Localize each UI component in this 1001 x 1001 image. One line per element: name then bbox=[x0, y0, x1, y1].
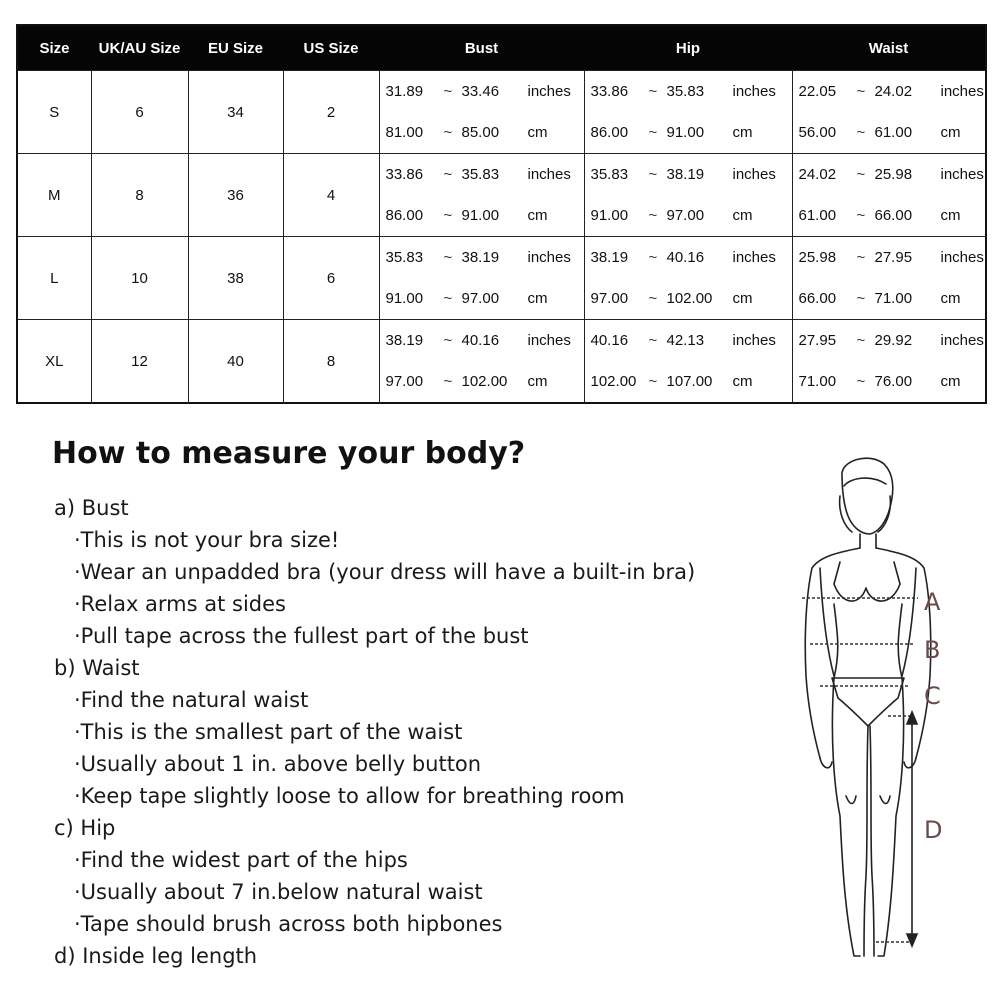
range-high: 102.00 bbox=[666, 290, 713, 307]
range-low: 81.00 bbox=[385, 124, 424, 141]
range-low: 61.00 bbox=[798, 207, 837, 224]
range-separator: ~ bbox=[856, 124, 866, 141]
cell-eu: 38 bbox=[188, 237, 283, 320]
range-unit: cm bbox=[940, 290, 961, 307]
hip-range-line bbox=[591, 320, 792, 361]
range-high: 61.00 bbox=[874, 124, 913, 141]
cell-us: 6 bbox=[283, 237, 379, 320]
measure-section-title: c) Hip bbox=[54, 816, 116, 840]
range-low: 97.00 bbox=[385, 373, 424, 390]
label-a: A bbox=[924, 588, 941, 616]
range-separator: ~ bbox=[856, 249, 866, 266]
cell-bust bbox=[379, 154, 584, 237]
hip-range-line bbox=[591, 237, 792, 278]
range-unit: cm bbox=[732, 290, 753, 307]
range-unit: inches bbox=[732, 332, 776, 349]
cell-eu: 34 bbox=[188, 71, 283, 154]
range-low: 31.89 bbox=[385, 83, 424, 100]
range-high: 40.16 bbox=[666, 249, 705, 266]
range-low: 24.02 bbox=[798, 166, 837, 183]
range-low: 91.00 bbox=[385, 290, 424, 307]
hip-range-line bbox=[591, 195, 792, 236]
range-high: 35.83 bbox=[666, 83, 705, 100]
range-unit: inches bbox=[940, 166, 984, 183]
range-unit: cm bbox=[527, 373, 548, 390]
range-unit: cm bbox=[940, 207, 961, 224]
cell-size: L bbox=[17, 237, 91, 320]
hip-range-line bbox=[591, 361, 792, 402]
range-unit: cm bbox=[527, 207, 548, 224]
cell-us: 2 bbox=[283, 71, 379, 154]
cell-uk: 12 bbox=[91, 320, 188, 404]
range-high: 91.00 bbox=[666, 124, 705, 141]
range-high: 107.00 bbox=[666, 373, 713, 390]
range-high: 97.00 bbox=[461, 290, 500, 307]
range-low: 33.86 bbox=[590, 83, 629, 100]
range-separator: ~ bbox=[443, 207, 453, 224]
range-separator: ~ bbox=[443, 332, 453, 349]
range-separator: ~ bbox=[648, 83, 658, 100]
measure-tip: ·Find the widest part of the hips bbox=[74, 848, 408, 872]
hip-range-line bbox=[591, 154, 792, 195]
hip-range-line bbox=[591, 112, 792, 153]
cell-hip bbox=[584, 237, 792, 320]
cell-eu: 40 bbox=[188, 320, 283, 404]
measure-instructions bbox=[54, 492, 754, 972]
range-unit: cm bbox=[527, 124, 548, 141]
hip-range-line bbox=[591, 71, 792, 112]
range-separator: ~ bbox=[443, 124, 453, 141]
range-high: 38.19 bbox=[666, 166, 705, 183]
range-separator: ~ bbox=[443, 166, 453, 183]
range-high: 91.00 bbox=[461, 207, 500, 224]
column-header: Hip bbox=[584, 25, 792, 71]
measure-tip: ·Keep tape slightly loose to allow for breathing room bbox=[74, 784, 625, 808]
bust-range-line bbox=[386, 195, 584, 236]
range-unit: inches bbox=[732, 166, 776, 183]
range-low: 33.86 bbox=[385, 166, 424, 183]
range-high: 33.46 bbox=[461, 83, 500, 100]
cell-waist bbox=[792, 71, 986, 154]
range-low: 38.19 bbox=[590, 249, 629, 266]
cell-eu: 36 bbox=[188, 154, 283, 237]
range-separator: ~ bbox=[443, 83, 453, 100]
range-low: 71.00 bbox=[798, 373, 837, 390]
range-unit: cm bbox=[940, 373, 961, 390]
measure-tip: ·Wear an unpadded bra (your dress will have a built-in bra) bbox=[74, 560, 696, 584]
cell-waist bbox=[792, 320, 986, 404]
bust-range-line bbox=[386, 278, 584, 319]
measure-tip: ·This is not your bra size! bbox=[74, 528, 340, 552]
label-b: B bbox=[924, 636, 941, 664]
range-high: 25.98 bbox=[874, 166, 913, 183]
range-separator: ~ bbox=[648, 332, 658, 349]
cell-bust bbox=[379, 237, 584, 320]
range-low: 35.83 bbox=[385, 249, 424, 266]
range-unit: inches bbox=[527, 332, 571, 349]
range-high: 27.95 bbox=[874, 249, 913, 266]
range-unit: inches bbox=[527, 249, 571, 266]
size-chart-table bbox=[16, 24, 987, 404]
range-unit: inches bbox=[940, 83, 984, 100]
left-leg bbox=[832, 678, 860, 956]
cell-uk: 10 bbox=[91, 237, 188, 320]
table-row bbox=[17, 154, 986, 237]
range-separator: ~ bbox=[443, 290, 453, 307]
range-separator: ~ bbox=[856, 373, 866, 390]
measure-tip: ·Tape should brush across both hipbones bbox=[74, 912, 503, 936]
measure-section-title: b) Waist bbox=[54, 656, 140, 680]
range-low: 97.00 bbox=[590, 290, 629, 307]
range-low: 38.19 bbox=[385, 332, 424, 349]
range-unit: cm bbox=[940, 124, 961, 141]
bust-range-line bbox=[386, 112, 584, 153]
range-high: 24.02 bbox=[874, 83, 913, 100]
range-unit: cm bbox=[732, 124, 753, 141]
table-row bbox=[17, 237, 986, 320]
range-high: 42.13 bbox=[666, 332, 705, 349]
range-separator: ~ bbox=[856, 332, 866, 349]
table-row bbox=[17, 320, 986, 404]
cell-hip bbox=[584, 154, 792, 237]
cell-bust bbox=[379, 320, 584, 404]
range-unit: inches bbox=[527, 166, 571, 183]
range-separator: ~ bbox=[648, 290, 658, 307]
cell-us: 4 bbox=[283, 154, 379, 237]
waist-range-line bbox=[799, 154, 986, 195]
cell-hip bbox=[584, 71, 792, 154]
cell-size: XL bbox=[17, 320, 91, 404]
body-measurement-illustration bbox=[780, 456, 980, 976]
measure-section-title: a) Bust bbox=[54, 496, 129, 520]
waist-range-line bbox=[799, 112, 986, 153]
range-high: 29.92 bbox=[874, 332, 913, 349]
bust-range-line bbox=[386, 361, 584, 402]
arrow-up-icon bbox=[907, 712, 917, 724]
bust-range-line bbox=[386, 237, 584, 278]
measure-section-title: d) Inside leg length bbox=[54, 944, 258, 968]
range-low: 56.00 bbox=[798, 124, 837, 141]
cell-hip bbox=[584, 320, 792, 404]
column-header: US Size bbox=[283, 25, 379, 71]
range-unit: cm bbox=[732, 207, 753, 224]
label-d: D bbox=[924, 816, 943, 844]
column-header: Waist bbox=[792, 25, 986, 71]
range-high: 102.00 bbox=[461, 373, 508, 390]
arrow-down-icon bbox=[907, 934, 917, 946]
cell-uk: 6 bbox=[91, 71, 188, 154]
range-low: 40.16 bbox=[590, 332, 629, 349]
measure-tip: ·Usually about 7 in.below natural waist bbox=[74, 880, 483, 904]
range-separator: ~ bbox=[443, 249, 453, 266]
briefs-outline bbox=[832, 678, 904, 726]
range-unit: inches bbox=[732, 249, 776, 266]
range-separator: ~ bbox=[648, 124, 658, 141]
howto-title: How to measure your body? bbox=[52, 436, 526, 471]
range-low: 22.05 bbox=[798, 83, 837, 100]
range-low: 86.00 bbox=[385, 207, 424, 224]
waist-range-line bbox=[799, 320, 986, 361]
range-separator: ~ bbox=[856, 83, 866, 100]
range-high: 85.00 bbox=[461, 124, 500, 141]
range-separator: ~ bbox=[648, 249, 658, 266]
table-header-row bbox=[17, 25, 986, 71]
measure-tip: ·Relax arms at sides bbox=[74, 592, 286, 616]
column-header: Size bbox=[17, 25, 91, 71]
cell-waist bbox=[792, 237, 986, 320]
range-low: 27.95 bbox=[798, 332, 837, 349]
bust-range-line bbox=[386, 154, 584, 195]
hip-range-line bbox=[591, 278, 792, 319]
range-separator: ~ bbox=[443, 373, 453, 390]
label-c: C bbox=[924, 682, 941, 710]
column-header: Bust bbox=[379, 25, 584, 71]
cell-uk: 8 bbox=[91, 154, 188, 237]
right-leg bbox=[878, 678, 904, 956]
range-low: 102.00 bbox=[590, 373, 637, 390]
range-unit: inches bbox=[527, 83, 571, 100]
range-high: 40.16 bbox=[461, 332, 500, 349]
range-separator: ~ bbox=[648, 373, 658, 390]
cell-size: M bbox=[17, 154, 91, 237]
range-unit: cm bbox=[732, 373, 753, 390]
range-high: 71.00 bbox=[874, 290, 913, 307]
range-separator: ~ bbox=[856, 207, 866, 224]
waist-range-line bbox=[799, 278, 986, 319]
column-header: UK/AU Size bbox=[91, 25, 188, 71]
range-unit: inches bbox=[732, 83, 776, 100]
range-separator: ~ bbox=[856, 166, 866, 183]
range-high: 38.19 bbox=[461, 249, 500, 266]
range-high: 35.83 bbox=[461, 166, 500, 183]
measure-tip: ·Find the natural waist bbox=[74, 688, 309, 712]
range-low: 66.00 bbox=[798, 290, 837, 307]
range-high: 66.00 bbox=[874, 207, 913, 224]
range-low: 25.98 bbox=[798, 249, 837, 266]
cell-us: 8 bbox=[283, 320, 379, 404]
bust-range-line bbox=[386, 71, 584, 112]
range-low: 86.00 bbox=[590, 124, 629, 141]
range-low: 35.83 bbox=[590, 166, 629, 183]
column-header: EU Size bbox=[188, 25, 283, 71]
range-low: 91.00 bbox=[590, 207, 629, 224]
measure-tip: ·Pull tape across the fullest part of the bust bbox=[74, 624, 529, 648]
bust-range-line bbox=[386, 320, 584, 361]
table-row bbox=[17, 71, 986, 154]
cell-size: S bbox=[17, 71, 91, 154]
range-unit: inches bbox=[940, 249, 984, 266]
range-high: 76.00 bbox=[874, 373, 913, 390]
waist-range-line bbox=[799, 195, 986, 236]
cell-waist bbox=[792, 154, 986, 237]
range-high: 97.00 bbox=[666, 207, 705, 224]
waist-range-line bbox=[799, 71, 986, 112]
range-separator: ~ bbox=[856, 290, 866, 307]
range-separator: ~ bbox=[648, 166, 658, 183]
measure-tip: ·Usually about 1 in. above belly button bbox=[74, 752, 482, 776]
waist-range-line bbox=[799, 237, 986, 278]
waist-range-line bbox=[799, 361, 986, 402]
range-unit: cm bbox=[527, 290, 548, 307]
cell-bust bbox=[379, 71, 584, 154]
measure-tip: ·This is the smallest part of the waist bbox=[74, 720, 463, 744]
range-separator: ~ bbox=[648, 207, 658, 224]
range-unit: inches bbox=[940, 332, 984, 349]
